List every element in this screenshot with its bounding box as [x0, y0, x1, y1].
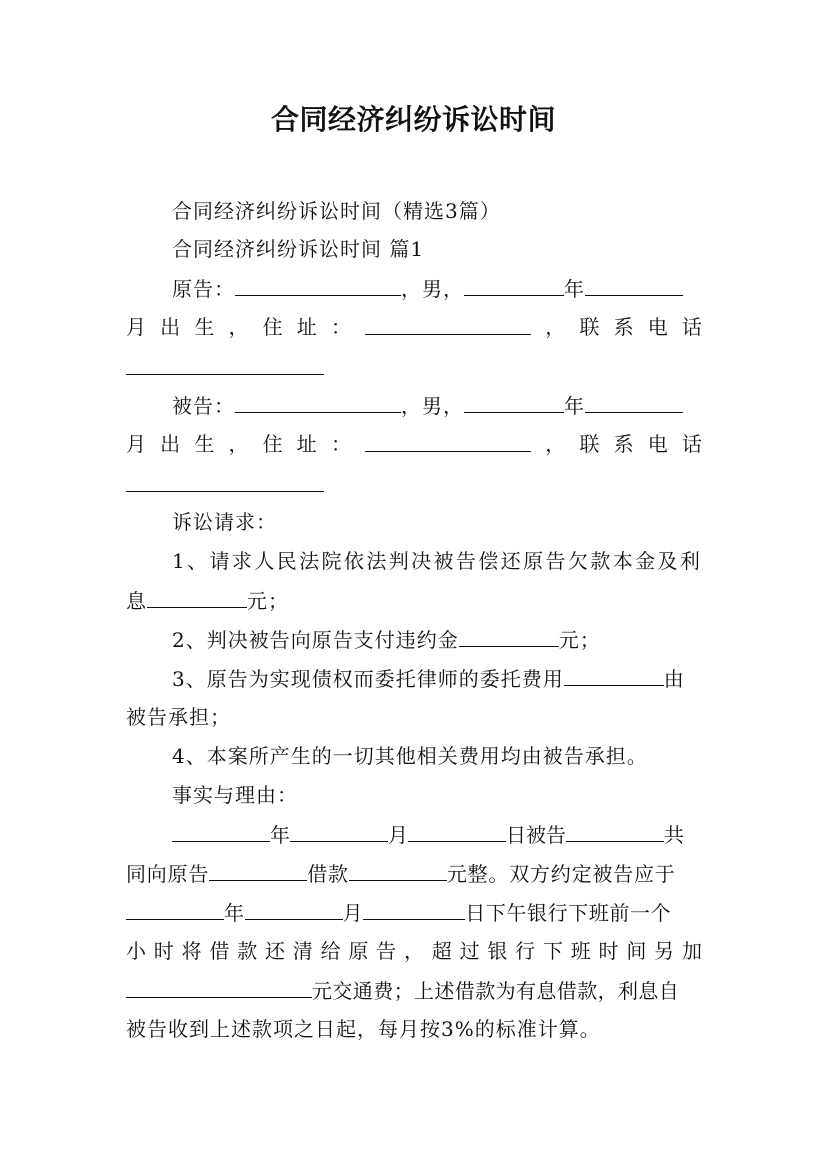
- defendant-birth-address-line: [126, 429, 702, 459]
- char: 生: [194, 315, 215, 339]
- claim-3-tail: 由: [663, 667, 685, 691]
- char: 加: [681, 939, 702, 963]
- year-blank: [172, 819, 270, 842]
- plaintiff-birth-address-line: [126, 312, 702, 342]
- claim-3-fee-blank: [564, 663, 664, 686]
- facts-text: 年: [224, 901, 245, 925]
- char: 月: [126, 432, 146, 456]
- claim-2-text: 2、判决被告向原告支付违约金: [172, 628, 459, 652]
- defendant-year: 年: [564, 394, 585, 418]
- document-title: 合同经济纠纷诉讼时间: [270, 103, 556, 136]
- char: 超: [431, 939, 452, 963]
- char: 话: [681, 432, 702, 456]
- plaintiff-phone-blank: [126, 374, 324, 375]
- plaintiff-year-blank: [464, 273, 564, 296]
- char: ，: [228, 315, 249, 339]
- claim-1-line-1: 1、请求人民法院依法判决被告偿还原告欠款本金及利: [172, 549, 703, 573]
- char: 小: [126, 939, 146, 963]
- claim-2-line: [172, 624, 601, 655]
- facts-text: 日下午银行下班前一个: [465, 901, 672, 925]
- facts-line-4: [126, 936, 702, 966]
- claim-3-line-1: [172, 663, 685, 694]
- defendant-address-blank: [365, 429, 531, 452]
- char: 话: [681, 315, 702, 339]
- char: ，: [228, 432, 249, 456]
- char: 间: [626, 939, 647, 963]
- char: 月: [126, 315, 146, 339]
- char: 时: [598, 939, 619, 963]
- char: ：: [330, 432, 351, 456]
- part-heading: 合同经济纠纷诉讼时间 篇1: [172, 237, 425, 261]
- char: ：: [330, 315, 351, 339]
- char: 款: [237, 939, 258, 963]
- defendant-name-blank: [235, 390, 401, 413]
- char: 系: [613, 315, 634, 339]
- char: 将: [181, 939, 202, 963]
- claim-3-text: 3、原告为实现债权而委托律师的委托费用: [172, 667, 564, 691]
- char: 另: [654, 939, 675, 963]
- char: 生: [194, 432, 215, 456]
- month-blank: [290, 819, 388, 842]
- char: 原: [348, 939, 369, 963]
- char: 银: [487, 939, 508, 963]
- char: 出: [160, 315, 181, 339]
- facts-line-5: [126, 975, 679, 1006]
- char: 给: [320, 939, 341, 963]
- facts-text: 月: [342, 901, 364, 925]
- claim-2-amount-blank: [459, 624, 559, 647]
- due-month-blank: [245, 897, 343, 920]
- claim-1-line-2: [126, 585, 289, 616]
- char: 电: [647, 432, 668, 456]
- char: 联: [579, 315, 600, 339]
- char: 清: [292, 939, 313, 963]
- facts-heading: 事实与理由：: [172, 783, 298, 807]
- char: 系: [613, 432, 634, 456]
- claim-2-unit: 元；: [558, 628, 601, 652]
- facts-text: 共: [664, 823, 684, 847]
- defendant-month-blank: [585, 390, 683, 413]
- facts-line-3: [126, 897, 671, 928]
- char: ，: [545, 315, 566, 339]
- char: 联: [579, 432, 600, 456]
- char: 行: [515, 939, 536, 963]
- transport-fee-blank: [126, 975, 312, 998]
- char: ，: [545, 432, 566, 456]
- plaintiff-sex: ，男，: [401, 277, 464, 301]
- facts-line-2: [126, 858, 676, 889]
- plaintiff-line: [172, 273, 683, 304]
- defendant-year-blank: [464, 390, 564, 413]
- char: 住: [262, 432, 283, 456]
- char: 还: [264, 939, 285, 963]
- facts-text: 元整。双方约定被告应于: [446, 862, 676, 886]
- claims-heading: 诉讼请求：: [172, 510, 277, 534]
- plaintiff-address-blank: [365, 312, 531, 335]
- defendant-label: 被告：: [172, 394, 235, 418]
- char: 班: [570, 939, 591, 963]
- plaintiff-month-blank: [585, 273, 683, 296]
- due-year-blank: [126, 897, 224, 920]
- claim-3-line-2: 被告承担；: [126, 705, 231, 729]
- loan-amount-blank: [349, 858, 447, 881]
- claim-1-text: 息: [126, 589, 147, 613]
- defendant-line: [172, 390, 683, 421]
- facts-text: 月: [388, 823, 408, 847]
- facts-text: 日被告: [506, 823, 566, 847]
- char: 过: [459, 939, 480, 963]
- defendant-sex: ，男，: [401, 394, 464, 418]
- claim-1-unit: 元；: [247, 589, 289, 613]
- facts-text: 借款: [307, 862, 349, 886]
- char: 电: [647, 315, 668, 339]
- plaintiff-label: 原告：: [172, 277, 235, 301]
- char: 址: [296, 315, 317, 339]
- subtitle: 合同经济纠纷诉讼时间（精选3篇）: [172, 199, 501, 223]
- char: 时: [153, 939, 174, 963]
- facts-text: 元交通费；上述借款为有息借款，利息自: [312, 979, 680, 1003]
- facts-line-6: 被告收到上述款项之日起，每月按3%的标准计算。: [126, 1017, 601, 1041]
- plaintiff-year: 年: [564, 277, 585, 301]
- char: 住: [262, 315, 283, 339]
- borrow-date-blank: [209, 858, 307, 881]
- claim-4-line: 4、本案所产生的一切其他相关费用均由被告承担。: [172, 744, 648, 768]
- claim-1-amount-blank: [147, 585, 247, 608]
- due-day-blank: [363, 897, 465, 920]
- defendant-phone-blank: [126, 491, 324, 492]
- char: 出: [160, 432, 181, 456]
- facts-line-1: [172, 819, 684, 850]
- facts-text: 年: [270, 823, 290, 847]
- char: 下: [542, 939, 563, 963]
- char: 借: [209, 939, 230, 963]
- defendant-blank: [566, 819, 664, 842]
- day-blank: [408, 819, 506, 842]
- char: 址: [296, 432, 317, 456]
- plaintiff-name-blank: [235, 273, 401, 296]
- char: 告: [376, 939, 397, 963]
- char: ，: [403, 939, 424, 963]
- facts-text: 同向原告: [126, 862, 210, 886]
